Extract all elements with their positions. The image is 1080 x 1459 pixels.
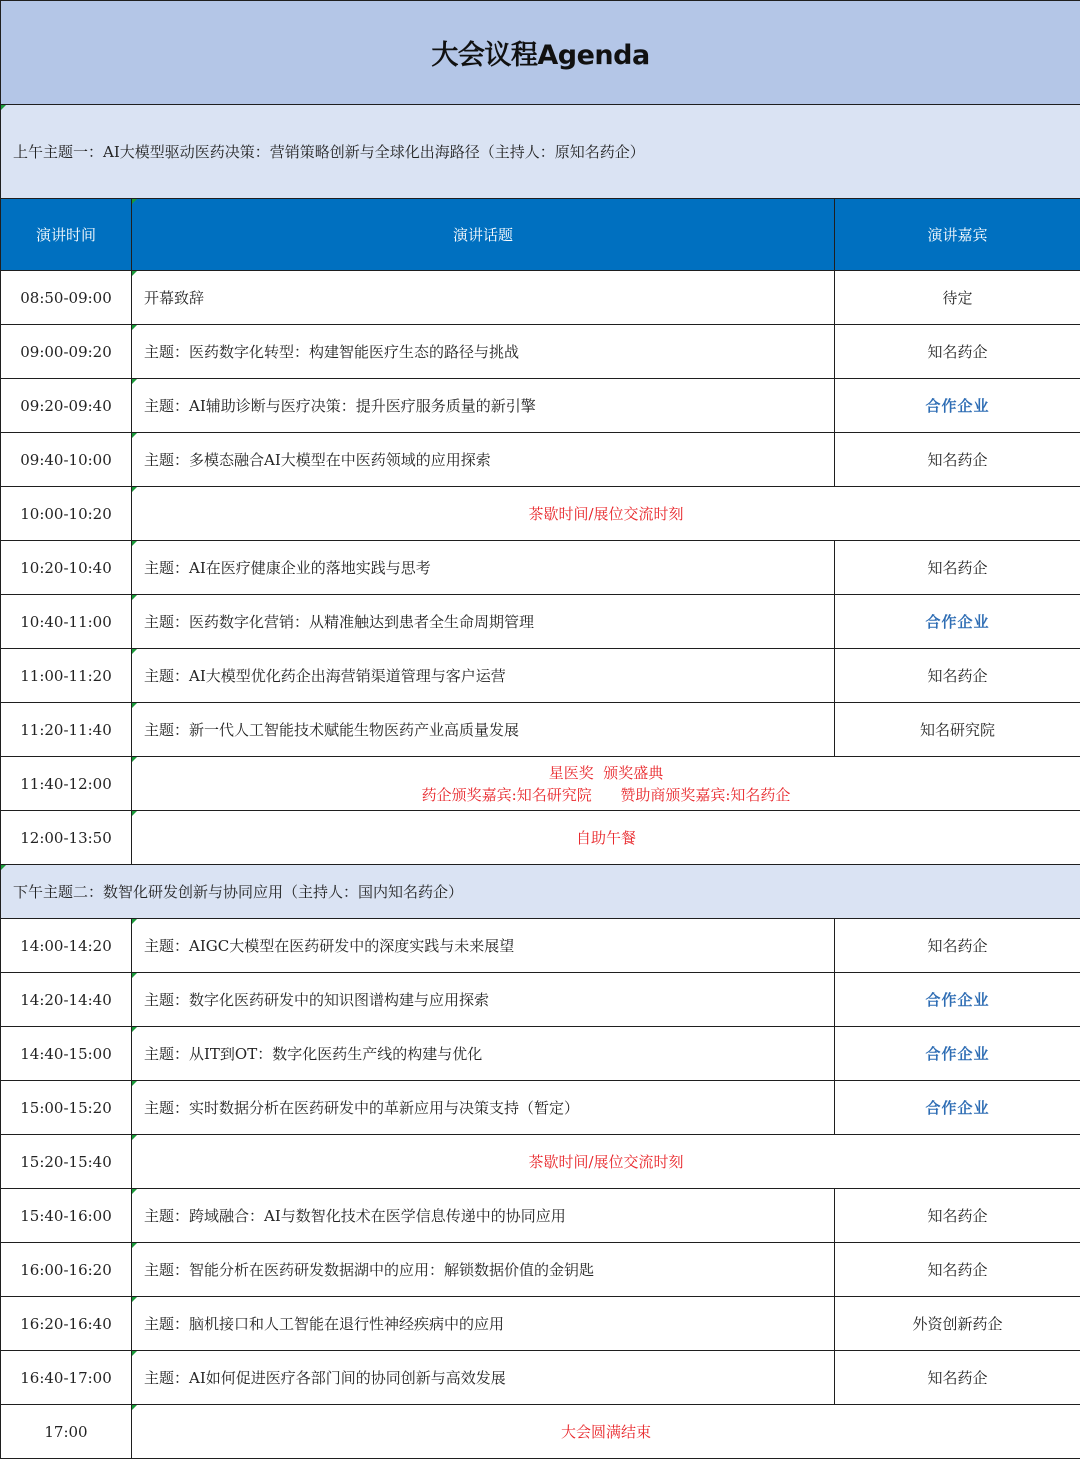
session-row — [1, 541, 1080, 595]
break-row — [1, 811, 1080, 865]
session-time: 11:00-11:20 — [1, 649, 132, 703]
session-topic: 主题：医药数字化转型：构建智能医疗生态的路径与挑战 — [132, 325, 835, 379]
session-time: 10:00-10:20 — [1, 487, 132, 541]
session-time: 10:20-10:40 — [1, 541, 132, 595]
session-time: 09:20-09:40 — [1, 379, 132, 433]
session-topic: 主题：AIGC大模型在医药研发中的深度实践与未来展望 — [132, 919, 835, 973]
session-time: 15:00-15:20 — [1, 1081, 132, 1135]
session-topic: 主题：多模态融合AI大模型在中医药领域的应用探索 — [132, 433, 835, 487]
session-time: 15:40-16:00 — [1, 1189, 132, 1243]
session-speaker: 合作企业 — [835, 973, 1080, 1027]
closing-row — [1, 1405, 1080, 1459]
session-row — [1, 1081, 1080, 1135]
session-time: 12:00-13:50 — [1, 811, 132, 865]
session-time: 15:20-15:40 — [1, 1135, 132, 1189]
session-time: 09:40-10:00 — [1, 433, 132, 487]
header-row — [1, 199, 1080, 271]
session-time: 11:40-12:00 — [1, 757, 132, 811]
session-topic: 主题：医药数字化营销：从精准触达到患者全生命周期管理 — [132, 595, 835, 649]
session-time: 09:00-09:20 — [1, 325, 132, 379]
session-speaker: 知名药企 — [835, 649, 1080, 703]
session-row — [1, 325, 1080, 379]
header-speaker: 演讲嘉宾 — [835, 199, 1080, 271]
session-row — [1, 919, 1080, 973]
session-time: 16:20-16:40 — [1, 1297, 132, 1351]
closing-label: 大会圆满结束 — [132, 1405, 1080, 1459]
break-label: 自助午餐 — [132, 811, 1080, 865]
header-time: 演讲时间 — [1, 199, 132, 271]
session-topic: 主题：AI辅助诊断与医疗决策：提升医疗服务质量的新引擎 — [132, 379, 835, 433]
session-topic: 主题：跨域融合：AI与数智化技术在医学信息传递中的协同应用 — [132, 1189, 835, 1243]
session-speaker: 知名药企 — [835, 1243, 1080, 1297]
session-row — [1, 649, 1080, 703]
session-row — [1, 271, 1080, 325]
break-label: 茶歇时间/展位交流时刻 — [132, 487, 1080, 541]
session-topic: 主题：新一代人工智能技术赋能生物医药产业高质量发展 — [132, 703, 835, 757]
session-time: 11:20-11:40 — [1, 703, 132, 757]
session-topic: 主题：实时数据分析在医药研发中的革新应用与决策支持（暂定） — [132, 1081, 835, 1135]
award-title: 星医奖 颁奖盛典 — [132, 762, 1080, 784]
session-time: 14:20-14:40 — [1, 973, 132, 1027]
session-topic: 主题：AI大模型优化药企出海营销渠道管理与客户运营 — [132, 649, 835, 703]
session-time: 14:00-14:20 — [1, 919, 132, 973]
session-speaker: 知名药企 — [835, 919, 1080, 973]
session-topic: 开幕致辞 — [132, 271, 835, 325]
session-speaker: 知名药企 — [835, 433, 1080, 487]
award-ceremony — [132, 757, 1080, 811]
session-topic: 主题：脑机接口和人工智能在退行性神经疾病中的应用 — [132, 1297, 835, 1351]
morning-theme: 上午主题一：AI大模型驱动医药决策：营销策略创新与全球化出海路径（主持人：原知名药企） — [1, 105, 1080, 199]
award-presenters: 药企颁奖嘉宾:知名研究院 赞助商颁奖嘉宾:知名药企 — [132, 784, 1080, 806]
session-time: 16:00-16:20 — [1, 1243, 132, 1297]
session-speaker: 知名药企 — [835, 1189, 1080, 1243]
session-topic: 主题：AI如何促进医疗各部门间的协同创新与高效发展 — [132, 1351, 835, 1405]
session-time: 16:40-17:00 — [1, 1351, 132, 1405]
session-row — [1, 1351, 1080, 1405]
afternoon-theme: 下午主题二：数智化研发创新与协同应用（主持人：国内知名药企） — [1, 865, 1080, 919]
award-row — [1, 757, 1080, 811]
session-speaker: 知名研究院 — [835, 703, 1080, 757]
session-time: 10:40-11:00 — [1, 595, 132, 649]
session-row — [1, 1189, 1080, 1243]
afternoon-theme-row — [1, 865, 1080, 919]
session-row — [1, 1297, 1080, 1351]
session-row — [1, 379, 1080, 433]
session-speaker: 知名药企 — [835, 325, 1080, 379]
break-row — [1, 487, 1080, 541]
break-label: 茶歇时间/展位交流时刻 — [132, 1135, 1080, 1189]
session-row — [1, 1027, 1080, 1081]
session-speaker: 合作企业 — [835, 1081, 1080, 1135]
session-speaker: 知名药企 — [835, 1351, 1080, 1405]
session-speaker: 外资创新药企 — [835, 1297, 1080, 1351]
session-time: 14:40-15:00 — [1, 1027, 132, 1081]
session-row — [1, 703, 1080, 757]
session-row — [1, 595, 1080, 649]
session-speaker: 合作企业 — [835, 1027, 1080, 1081]
session-topic: 主题：数字化医药研发中的知识图谱构建与应用探索 — [132, 973, 835, 1027]
morning-theme-row — [1, 105, 1080, 199]
page-title: 大会议程Agenda — [1, 1, 1080, 105]
session-time: 17:00 — [1, 1405, 132, 1459]
session-time: 08:50-09:00 — [1, 271, 132, 325]
session-speaker: 合作企业 — [835, 595, 1080, 649]
break-row — [1, 1135, 1080, 1189]
session-speaker: 待定 — [835, 271, 1080, 325]
session-topic: 主题：从IT到OT：数字化医药生产线的构建与优化 — [132, 1027, 835, 1081]
session-row — [1, 1243, 1080, 1297]
session-row — [1, 973, 1080, 1027]
session-speaker: 知名药企 — [835, 541, 1080, 595]
title-row — [1, 1, 1080, 105]
session-topic: 主题：智能分析在医药研发数据湖中的应用：解锁数据价值的金钥匙 — [132, 1243, 835, 1297]
header-topic: 演讲话题 — [132, 199, 835, 271]
session-row — [1, 433, 1080, 487]
session-speaker: 合作企业 — [835, 379, 1080, 433]
session-topic: 主题：AI在医疗健康企业的落地实践与思考 — [132, 541, 835, 595]
